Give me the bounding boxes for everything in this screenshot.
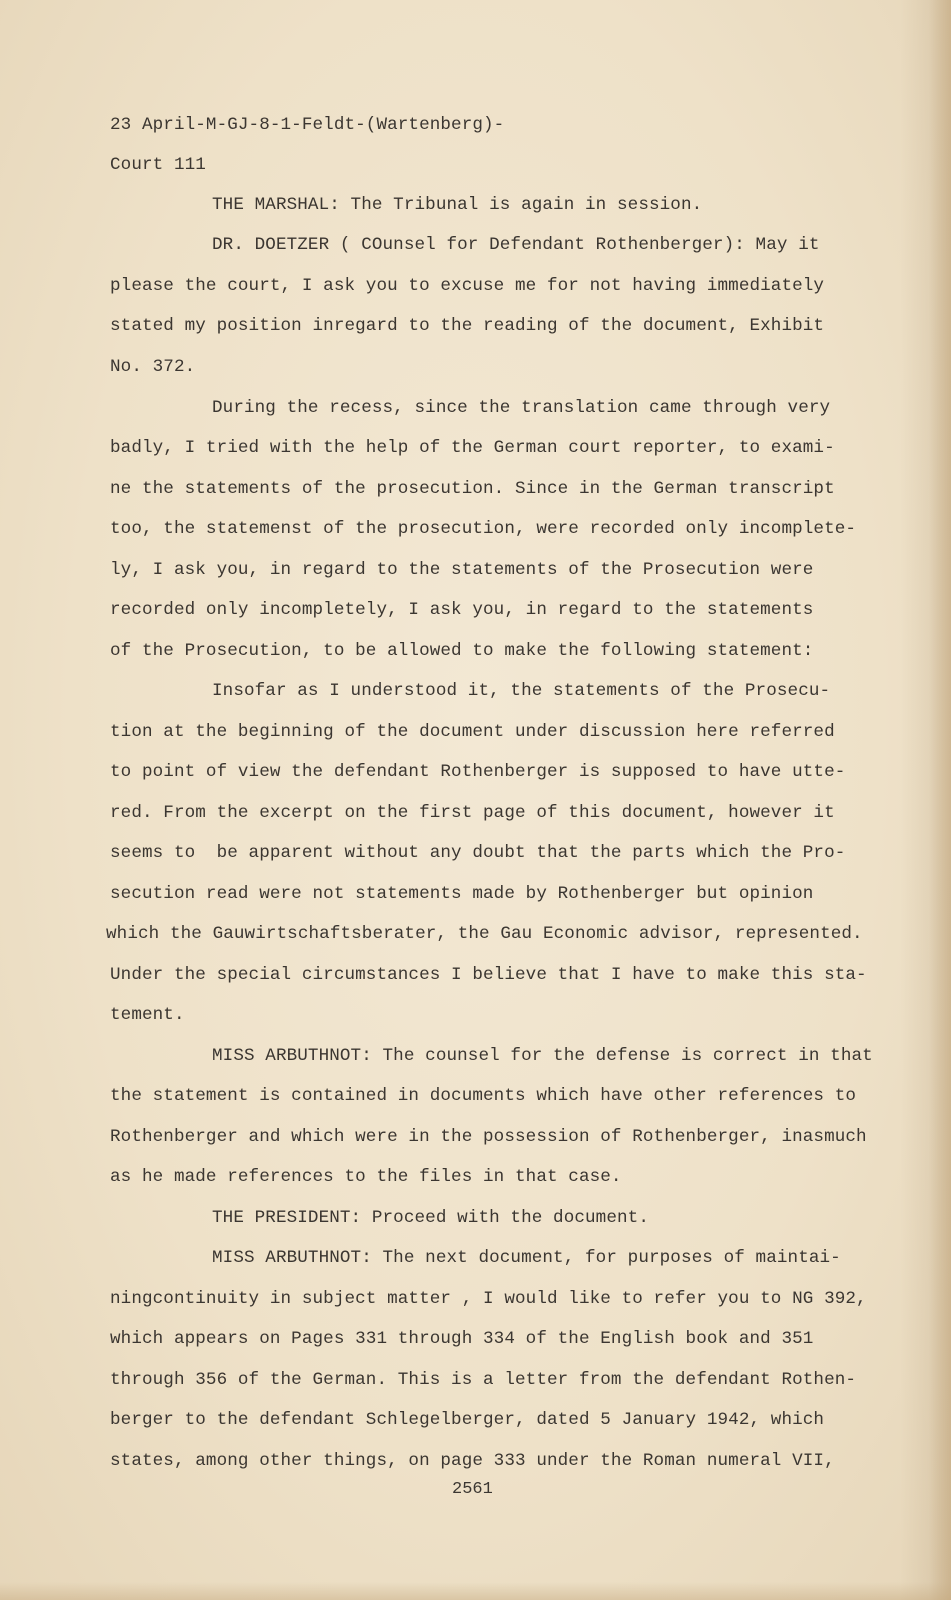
text-line: ningcontinuity in subject matter , I would like to refer you to NG 392,	[110, 1289, 867, 1309]
text-line: secution read were not statements made by Rothenberger but opinion	[110, 884, 814, 904]
text-line: through 356 of the German. This is a letter from the defendant Rothen-	[110, 1370, 857, 1390]
text-line: badly, I tried with the help of the German court reporter, to exami-	[110, 438, 835, 458]
paper-bottom-shadow	[0, 1582, 951, 1600]
text-line: too, the statemenst of the prosecution, were recorded only incomplete-	[110, 519, 857, 539]
paper-edge-shadow	[929, 0, 951, 1600]
text-line: ly, I ask you, in regard to the statements of the Prosecution were	[110, 560, 814, 580]
text-line: MISS ARBUTHNOT: The next document, for purposes of maintai-	[212, 1248, 841, 1268]
header-line-1: 23 April-M-GJ-8-1-Feldt-(Wartenberg)-	[110, 115, 505, 135]
text-line: tement.	[110, 1005, 185, 1025]
text-line: No. 372.	[110, 357, 196, 377]
page-number: 2561	[452, 1480, 493, 1499]
text-line: ne the statements of the prosecution. Since in the German transcript	[110, 479, 835, 499]
text-line: tion at the beginning of the document under discussion here referred	[110, 722, 835, 742]
text-line: of the Prosecution, to be allowed to make the following statement:	[110, 641, 814, 661]
text-line: MISS ARBUTHNOT: The counsel for the defense is correct in that	[212, 1046, 873, 1066]
text-line: states, among other things, on page 333 under the Roman numeral VII,	[110, 1451, 835, 1471]
text-line: to point of view the defendant Rothenberger is supposed to have utte-	[110, 762, 846, 782]
text-line: DR. DOETZER ( COunsel for Defendant Rothenberger): May it	[212, 235, 820, 255]
text-line: Under the special circumstances I believe that I have to make this sta-	[110, 965, 867, 985]
text-line: THE PRESIDENT: Proceed with the document.	[212, 1208, 649, 1228]
text-line: as he made references to the files in that case.	[110, 1167, 622, 1187]
text-line: the statement is contained in documents which have other references to	[110, 1086, 857, 1106]
text-line: recorded only incompletely, I ask you, in regard to the statements	[110, 600, 814, 620]
text-line: which appears on Pages 331 through 334 of the English book and 351	[110, 1329, 814, 1349]
text-line: Insofar as I understood it, the statements of the Prosecu-	[212, 681, 831, 701]
header-line-2: Court 111	[110, 155, 206, 175]
text-line: which the Gauwirtschaftsberater, the Gau Economic advisor, represented.	[106, 924, 863, 944]
text-line: stated my position inregard to the reading of the document, Exhibit	[110, 316, 825, 336]
text-line: THE MARSHAL: The Tribunal is again in session.	[212, 195, 703, 215]
text-line: seems to be apparent without any doubt that the parts which the Pro-	[110, 843, 846, 863]
text-line: red. From the excerpt on the first page of this document, however it	[110, 803, 835, 823]
text-line: please the court, I ask you to excuse me for not having immediately	[110, 276, 825, 296]
text-line: Rothenberger and which were in the possession of Rothenberger, inasmuch	[110, 1127, 867, 1147]
text-line: During the recess, since the translation came through very	[212, 398, 831, 418]
text-line: berger to the defendant Schlegelberger, dated 5 January 1942, which	[110, 1410, 825, 1430]
